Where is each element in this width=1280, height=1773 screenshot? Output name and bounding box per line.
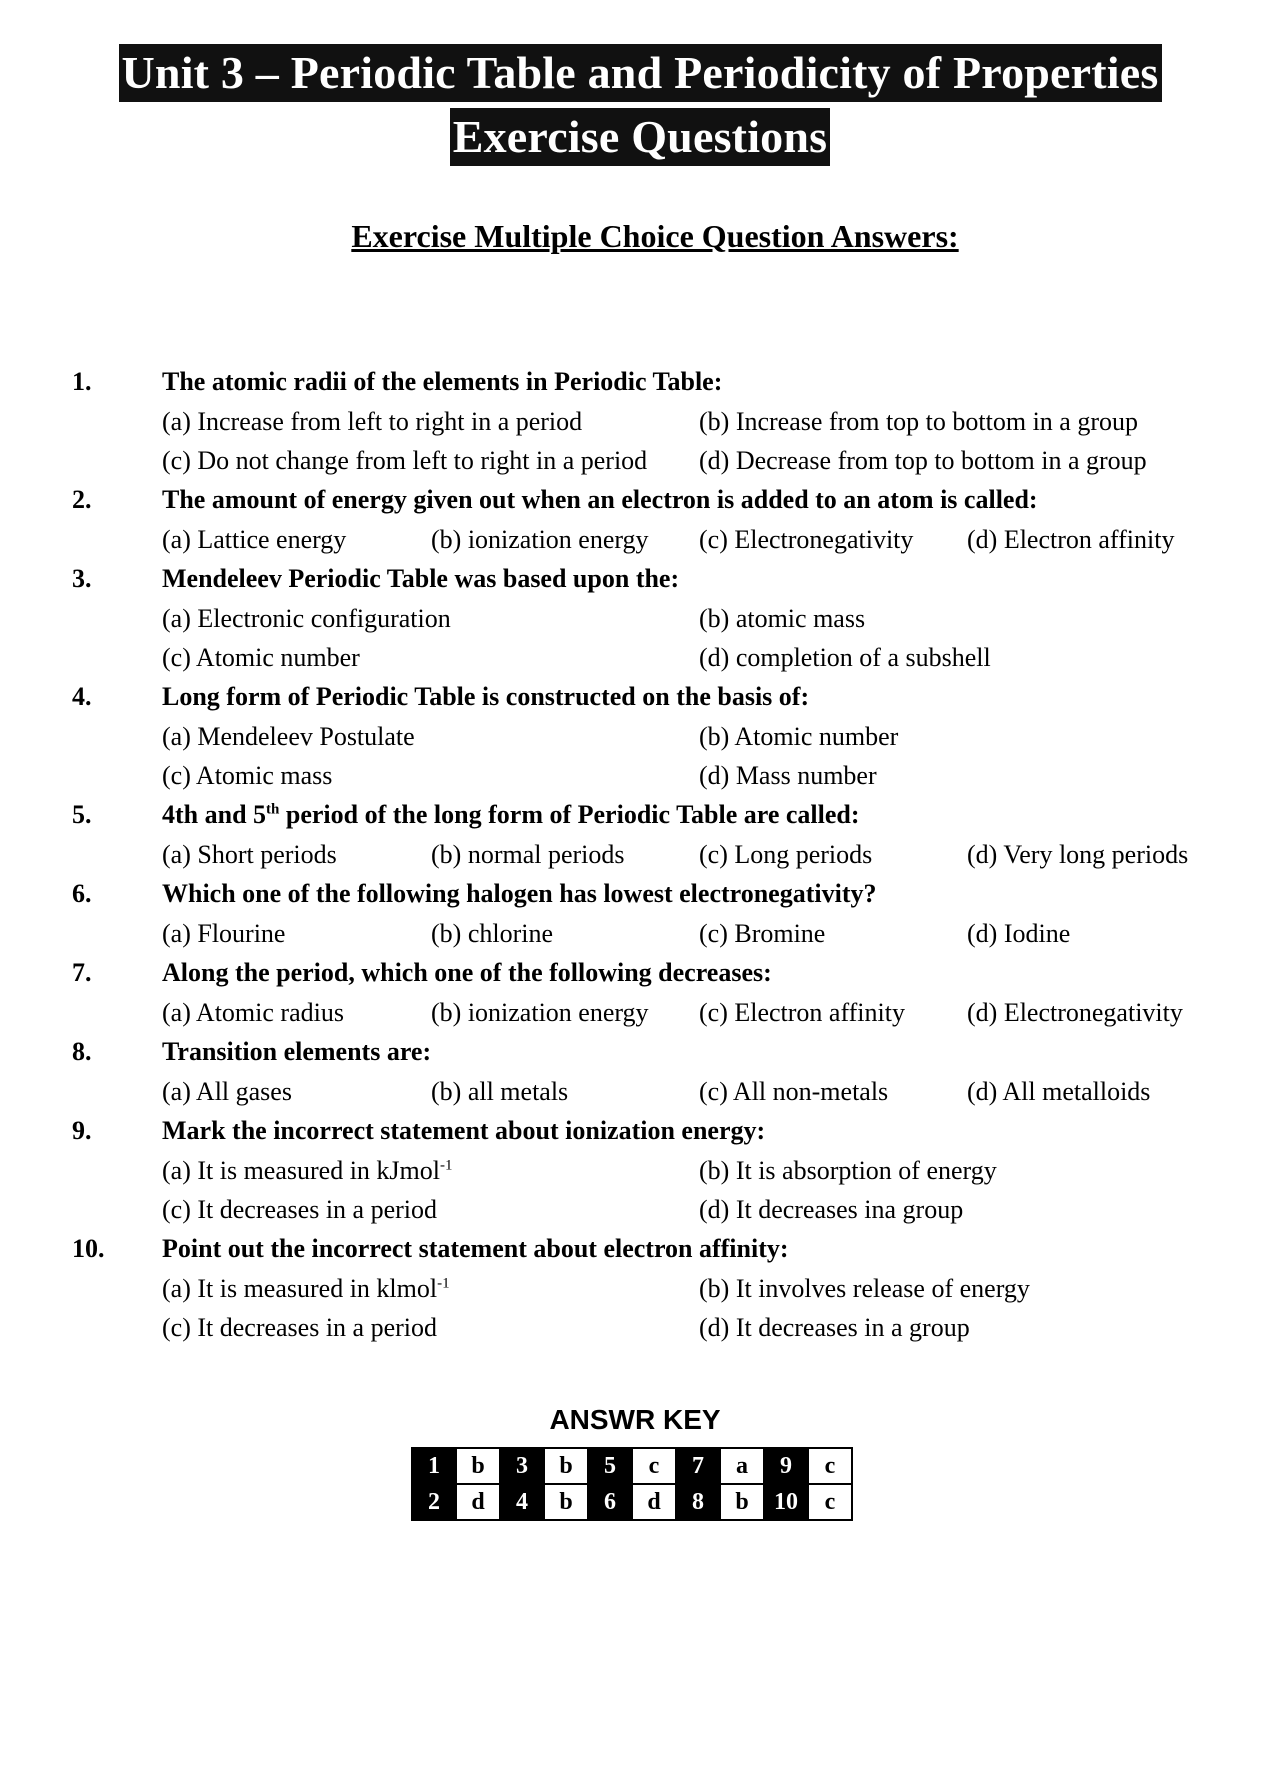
question-text: Which one of the following halogen has lowest electronegativity? <box>162 879 877 908</box>
key-answer: d <box>456 1484 500 1520</box>
question-text: Along the period, which one of the following decreases: <box>162 958 772 987</box>
option-b: (b) atomic mass <box>699 603 866 633</box>
section-heading: Exercise Multiple Choice Question Answers: <box>351 218 959 254</box>
option-b: (b) Atomic number <box>699 721 899 751</box>
option-c: (c) Electronegativity <box>699 524 914 554</box>
option-b: (b) all metals <box>431 1076 569 1106</box>
question-number: 2. <box>72 485 92 514</box>
option-a: (a) Electronic configuration <box>162 603 451 633</box>
question-text-pre: 4th and 5 <box>162 800 267 829</box>
answer-key-title: ANSWR KEY <box>549 1404 721 1435</box>
key-answer: c <box>632 1448 676 1484</box>
answer-key-table <box>411 1447 853 1521</box>
key-question-number: 3 <box>500 1448 544 1484</box>
key-answer: a <box>720 1448 764 1484</box>
key-question-number: 2 <box>412 1484 456 1520</box>
option-b: (b) chlorine <box>431 918 554 948</box>
question-9 <box>72 1111 1242 1229</box>
question-4 <box>72 677 1242 795</box>
key-question-number: 6 <box>588 1484 632 1520</box>
key-question-number: 9 <box>764 1448 808 1484</box>
question-number: 1. <box>72 367 92 396</box>
question-10 <box>72 1229 1242 1347</box>
question-number: 5. <box>72 800 92 829</box>
question-text-post: period of the long form of Periodic Table are called: <box>279 800 860 829</box>
key-question-number: 10 <box>764 1484 808 1520</box>
key-answer: d <box>632 1484 676 1520</box>
question-text: The atomic radii of the elements in Periodic Table: <box>162 367 723 396</box>
option-b: (b) Increase from top to bottom in a group <box>699 406 1138 436</box>
option-a-text: (a) It is measured in kJmol <box>162 1155 440 1185</box>
option-b: (b) It involves release of energy <box>699 1273 1030 1303</box>
option-a: (a) Flourine <box>162 918 286 948</box>
option-b: (b) ionization energy <box>431 997 649 1027</box>
option-c: (c) All non-metals <box>699 1076 889 1106</box>
question-text: Mark the incorrect statement about ionization energy: <box>162 1116 766 1145</box>
question-text: The amount of energy given out when an electron is added to an atom is called: <box>162 485 1038 514</box>
option-a <box>162 1274 699 1304</box>
option-d: (d) Iodine <box>967 918 1071 948</box>
option-b: (b) It is absorption of energy <box>699 1155 997 1185</box>
question-number: 4. <box>72 682 92 711</box>
question-6 <box>72 874 1242 953</box>
question-text: Point out the incorrect statement about electron affinity: <box>162 1234 789 1263</box>
question-5 <box>72 795 1242 874</box>
option-d: (d) Electron affinity <box>967 524 1175 554</box>
option-c: (c) Long periods <box>699 839 873 869</box>
option-a: (a) Atomic radius <box>162 997 344 1027</box>
option-d: (d) completion of a subshell <box>699 642 991 672</box>
option-d: (d) Very long periods <box>967 839 1189 869</box>
option-c: (c) Atomic number <box>162 642 360 672</box>
superscript-th: th <box>266 801 280 818</box>
question-3 <box>72 559 1242 677</box>
question-text: Mendeleev Periodic Table was based upon the: <box>162 564 680 593</box>
question-7 <box>72 953 1242 1032</box>
key-question-number: 7 <box>676 1448 720 1484</box>
option-b: (b) normal periods <box>431 839 625 869</box>
key-answer: c <box>808 1448 852 1484</box>
option-a: (a) Mendeleev Postulate <box>162 721 415 751</box>
key-answer: b <box>544 1484 588 1520</box>
page-subtitle: Exercise Questions <box>450 108 831 166</box>
question-number: 10. <box>72 1234 105 1263</box>
answer-key-row-1 <box>412 1448 852 1484</box>
key-question-number: 5 <box>588 1448 632 1484</box>
question-number: 3. <box>72 564 92 593</box>
question-2 <box>72 480 1242 559</box>
key-answer: c <box>808 1484 852 1520</box>
key-answer: b <box>544 1448 588 1484</box>
question-text <box>162 800 860 830</box>
question-number: 8. <box>72 1037 92 1066</box>
question-number: 9. <box>72 1116 92 1145</box>
option-c: (c) Electron affinity <box>699 997 905 1027</box>
option-c: (c) Atomic mass <box>162 760 333 790</box>
question-number: 7. <box>72 958 92 987</box>
answer-key-row-2 <box>412 1484 852 1520</box>
question-text: Transition elements are: <box>162 1037 432 1066</box>
page-title: Unit 3 – Periodic Table and Periodicity of Properties <box>119 44 1162 102</box>
question-8 <box>72 1032 1242 1111</box>
key-answer: b <box>720 1484 764 1520</box>
option-a: (a) Increase from left to right in a period <box>162 406 583 436</box>
title-block <box>0 44 1280 166</box>
option-d: (d) It decreases in a group <box>699 1312 970 1342</box>
option-b: (b) ionization energy <box>431 524 649 554</box>
option-c: (c) It decreases in a period <box>162 1312 438 1342</box>
option-c: (c) Do not change from left to right in a period <box>162 445 648 475</box>
question-1 <box>72 362 1242 480</box>
option-d: (d) All metalloids <box>967 1076 1151 1106</box>
question-list <box>72 362 1242 1347</box>
question-text: Long form of Periodic Table is constructed on the basis of: <box>162 682 810 711</box>
key-question-number: 1 <box>412 1448 456 1484</box>
option-d: (d) Mass number <box>699 760 877 790</box>
superscript-minus-one: -1 <box>440 1156 453 1173</box>
option-c: (c) Bromine <box>699 918 826 948</box>
option-d: (d) Decrease from top to bottom in a group <box>699 445 1147 475</box>
option-d: (d) It decreases ina group <box>699 1194 964 1224</box>
key-question-number: 4 <box>500 1484 544 1520</box>
key-question-number: 8 <box>676 1484 720 1520</box>
option-a: (a) Lattice energy <box>162 524 347 554</box>
option-c: (c) It decreases in a period <box>162 1194 438 1224</box>
key-answer: b <box>456 1448 500 1484</box>
option-a: (a) Short periods <box>162 839 337 869</box>
option-a-text: (a) It is measured in klmol <box>162 1273 438 1303</box>
option-a: (a) All gases <box>162 1076 292 1106</box>
superscript-minus-one: -1 <box>437 1274 450 1291</box>
option-a <box>162 1156 699 1186</box>
option-d: (d) Electronegativity <box>967 997 1183 1027</box>
question-number: 6. <box>72 879 92 908</box>
